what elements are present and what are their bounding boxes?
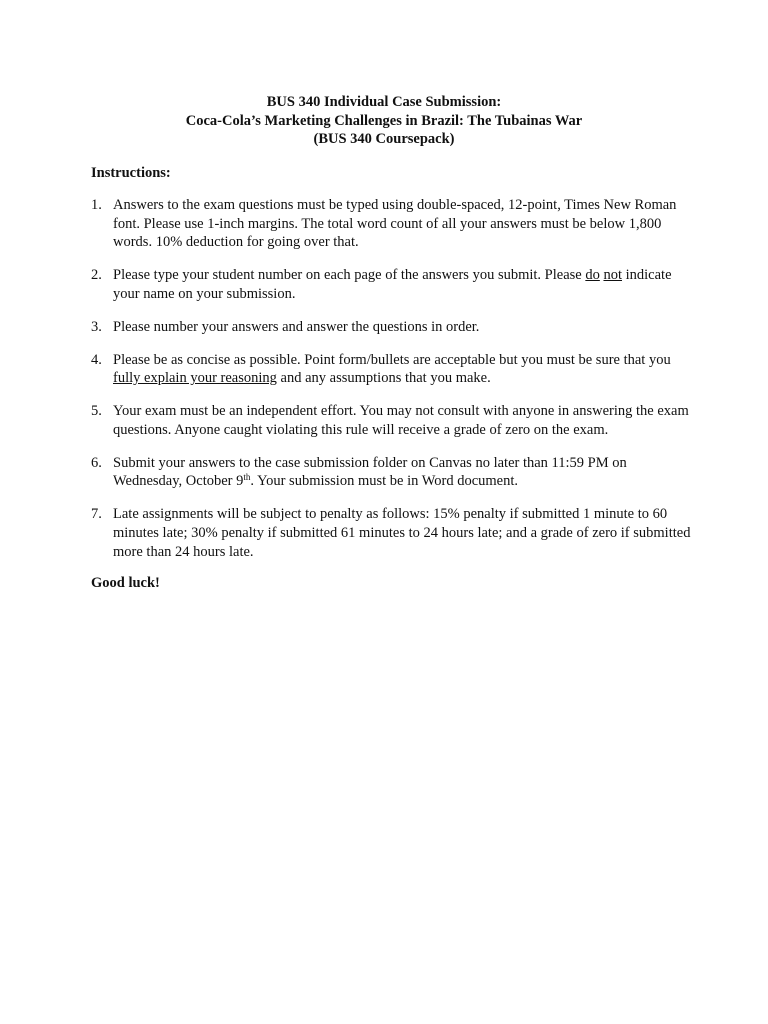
item-text	[113, 352, 671, 387]
item-text-part: and any assumptions that you make.	[276, 370, 491, 387]
instruction-item	[91, 318, 691, 337]
item-text-part: Submit your answers to the case submission folder on Canvas no later than 11:59 PM on Wednesday, October 9	[113, 454, 627, 490]
instruction-item	[91, 196, 691, 252]
item-number: 5.	[91, 403, 102, 420]
case-title: Coca-Cola’s Marketing Challenges in Brazil: The Tubainas War	[185, 112, 583, 129]
document-header	[0, 93, 768, 149]
superscript: th	[243, 472, 251, 483]
item-text-part: . Your submission must be in Word document.	[250, 473, 519, 490]
item-text	[113, 455, 627, 490]
item-text: Late assignments will be subject to penalty as follows: 15% penalty if submitted 1 minute to 60 minutes late; 30% penalty if submitted 61 minutes to 24 hours late; and a grade of zero if submitted more than 24 hours late.	[113, 506, 691, 560]
item-text	[113, 267, 672, 302]
item-text: Your exam must be an independent effort. You may not consult with anyone in answering the exam questions. Anyone caught violating this rule will receive a grade of zero on the exam.	[113, 403, 689, 438]
item-text-part: Please be as concise as possible. Point form/bullets are acceptable but you must be sure that you	[113, 351, 671, 368]
instruction-item	[91, 266, 691, 303]
course-title: BUS 340 Individual Case Submission:	[266, 94, 502, 110]
item-text-part: Please type your student number on each page of the answers you submit. Please	[113, 267, 586, 284]
underlined-text: fully explain your reasoning	[113, 370, 277, 387]
instruction-item	[91, 505, 691, 561]
item-number: 6.	[91, 454, 102, 471]
item-number: 2.	[91, 267, 102, 284]
instruction-item	[91, 402, 691, 439]
item-number: 4.	[91, 351, 102, 368]
instructions-heading: Instructions:	[91, 165, 171, 181]
coursepack-note: (BUS 340 Coursepack)	[313, 131, 455, 147]
item-text: Answers to the exam questions must be typed using double-spaced, 12-point, Times New Roman font. Please use 1-inch margins. The total word count of all your answers must be below 1,800 words. 10% deduction for going over that.	[113, 197, 677, 251]
item-number: 7.	[91, 506, 102, 523]
underlined-text: not	[603, 267, 622, 284]
instruction-item	[91, 454, 691, 491]
item-text-part: indicate your name on your submission.	[113, 267, 672, 302]
item-text: Please number your answers and answer the questions in order.	[113, 318, 480, 335]
item-number: 3.	[91, 318, 102, 335]
closing-line: Good luck!	[91, 575, 160, 591]
item-number: 1.	[91, 197, 102, 213]
instruction-item	[91, 351, 691, 388]
underlined-text: do	[585, 267, 600, 284]
instructions-list	[91, 196, 691, 576]
